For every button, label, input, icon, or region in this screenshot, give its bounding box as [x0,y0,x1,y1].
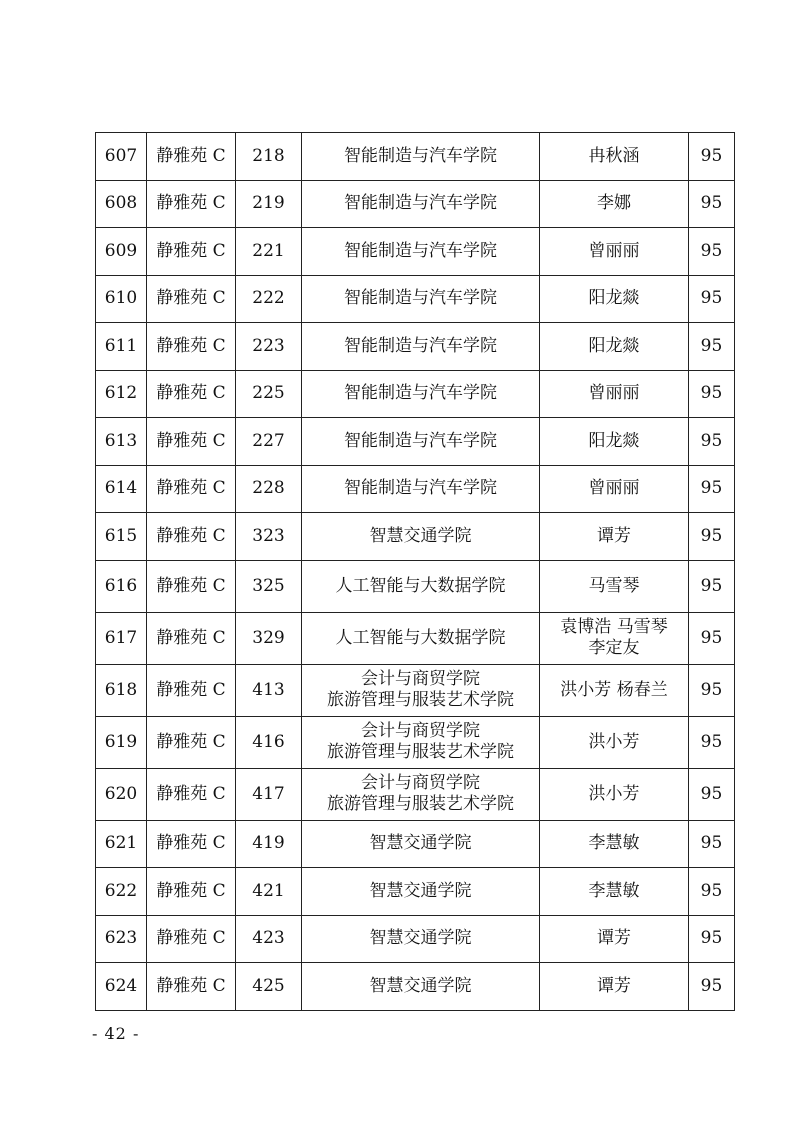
cell-college [302,513,540,561]
cell-college-line: 智能制造与汽车学院 [344,288,497,309]
cell-room: 221 [236,228,302,276]
cell-college [302,133,540,181]
cell-college-line: 旅游管理与服装艺术学院 [327,690,514,710]
cell-score: 95 [689,915,735,963]
table-row [96,963,735,1011]
cell-teacher [540,768,689,820]
cell-college-line: 会计与商贸学院 [361,721,480,741]
cell-teacher [540,323,689,371]
cell-room: 227 [236,418,302,466]
cell-college-line: 智慧交通学院 [369,975,472,996]
cell-room: 223 [236,323,302,371]
cell-college-line: 智慧交通学院 [369,928,472,949]
cell-number: 607 [96,133,147,181]
cell-college [302,465,540,513]
cell-teacher-line: 洪小芳 杨春兰 [560,679,668,700]
cell-room: 325 [236,560,302,612]
cell-college [302,820,540,868]
cell-score: 95 [689,465,735,513]
table-row [96,465,735,513]
cell-building: 静雅苑 C [147,963,236,1011]
table-row [96,180,735,228]
cell-number: 624 [96,963,147,1011]
cell-building: 静雅苑 C [147,465,236,513]
cell-number: 617 [96,612,147,664]
cell-college-line: 智慧交通学院 [369,833,472,854]
cell-college-line: 智能制造与汽车学院 [344,383,497,404]
cell-score: 95 [689,560,735,612]
cell-college-line: 智能制造与汽车学院 [344,193,497,214]
cell-building: 静雅苑 C [147,275,236,323]
cell-room: 419 [236,820,302,868]
cell-teacher [540,716,689,768]
table-row [96,228,735,276]
cell-teacher-line: 曾丽丽 [588,240,640,261]
cell-college-line: 智能制造与汽车学院 [344,145,497,166]
cell-score: 95 [689,370,735,418]
cell-teacher-line: 袁博浩 马雪琴 [560,617,668,637]
cell-teacher [540,180,689,228]
cell-teacher [540,133,689,181]
cell-college-line: 智慧交通学院 [369,880,472,901]
cell-building: 静雅苑 C [147,820,236,868]
cell-college-line: 智能制造与汽车学院 [344,335,497,356]
cell-teacher-line: 马雪琴 [588,575,640,596]
cell-building: 静雅苑 C [147,180,236,228]
cell-college-line: 旅游管理与服装艺术学院 [327,794,514,814]
cell-teacher-line: 阳龙燚 [588,288,640,309]
dormitory-score-table [95,132,735,1011]
cell-score: 95 [689,133,735,181]
cell-college-line: 会计与商贸学院 [361,669,480,689]
table-row [96,868,735,916]
cell-number: 610 [96,275,147,323]
cell-score: 95 [689,612,735,664]
cell-score: 95 [689,716,735,768]
cell-number: 620 [96,768,147,820]
table-row [96,820,735,868]
cell-building: 静雅苑 C [147,513,236,561]
cell-number: 616 [96,560,147,612]
cell-room: 413 [236,664,302,716]
table-row [96,323,735,371]
cell-teacher-line: 李娜 [597,193,631,214]
table-row [96,418,735,466]
cell-teacher-line: 冉秋涵 [588,145,640,166]
table-row [96,768,735,820]
cell-teacher-line: 李慧敏 [588,880,640,901]
cell-building: 静雅苑 C [147,768,236,820]
cell-college-line: 会计与商贸学院 [361,773,480,793]
cell-teacher [540,228,689,276]
cell-number: 623 [96,915,147,963]
cell-college [302,868,540,916]
cell-room: 222 [236,275,302,323]
table-row [96,560,735,612]
cell-building: 静雅苑 C [147,133,236,181]
cell-room: 425 [236,963,302,1011]
cell-college-line: 智能制造与汽车学院 [344,430,497,451]
cell-room: 228 [236,465,302,513]
cell-score: 95 [689,820,735,868]
cell-room: 225 [236,370,302,418]
cell-room: 323 [236,513,302,561]
table-row [96,133,735,181]
table-row [96,275,735,323]
cell-teacher [540,418,689,466]
cell-teacher-line: 谭芳 [597,928,631,949]
cell-college [302,418,540,466]
cell-college [302,228,540,276]
cell-number: 622 [96,868,147,916]
table-body [96,133,735,1011]
cell-teacher [540,820,689,868]
cell-teacher [540,612,689,664]
cell-score: 95 [689,963,735,1011]
cell-teacher-line: 阳龙燚 [588,430,640,451]
cell-room: 329 [236,612,302,664]
cell-college [302,915,540,963]
cell-score: 95 [689,513,735,561]
cell-score: 95 [689,180,735,228]
cell-number: 613 [96,418,147,466]
cell-building: 静雅苑 C [147,664,236,716]
cell-number: 608 [96,180,147,228]
cell-college [302,560,540,612]
table-row [96,915,735,963]
cell-college [302,323,540,371]
cell-teacher [540,915,689,963]
cell-college [302,716,540,768]
cell-college [302,768,540,820]
cell-teacher [540,560,689,612]
cell-score: 95 [689,323,735,371]
cell-college-line: 旅游管理与服装艺术学院 [327,742,514,762]
cell-building: 静雅苑 C [147,612,236,664]
cell-college [302,180,540,228]
cell-building: 静雅苑 C [147,716,236,768]
cell-teacher-line: 谭芳 [597,975,631,996]
cell-building: 静雅苑 C [147,370,236,418]
cell-building: 静雅苑 C [147,868,236,916]
cell-room: 219 [236,180,302,228]
cell-college-line: 人工智能与大数据学院 [335,627,506,648]
cell-college [302,370,540,418]
cell-teacher-line: 曾丽丽 [588,383,640,404]
cell-room: 218 [236,133,302,181]
cell-number: 611 [96,323,147,371]
cell-college-line: 智能制造与汽车学院 [344,240,497,261]
cell-college-line: 智慧交通学院 [369,525,472,546]
cell-number: 621 [96,820,147,868]
cell-college-line: 智能制造与汽车学院 [344,478,497,499]
cell-teacher-line: 李慧敏 [588,833,640,854]
cell-teacher-line: 谭芳 [597,525,631,546]
cell-teacher-line: 洪小芳 [588,783,640,804]
cell-score: 95 [689,664,735,716]
cell-teacher [540,513,689,561]
cell-room: 423 [236,915,302,963]
cell-teacher-line: 李定友 [588,638,640,658]
cell-teacher-line: 洪小芳 [588,731,640,752]
cell-teacher [540,370,689,418]
cell-number: 609 [96,228,147,276]
cell-college [302,664,540,716]
cell-building: 静雅苑 C [147,228,236,276]
cell-teacher [540,275,689,323]
cell-score: 95 [689,275,735,323]
cell-building: 静雅苑 C [147,915,236,963]
cell-room: 416 [236,716,302,768]
cell-number: 618 [96,664,147,716]
cell-teacher [540,664,689,716]
cell-teacher-line: 阳龙燚 [588,335,640,356]
table-row [96,370,735,418]
table-row [96,716,735,768]
cell-building: 静雅苑 C [147,418,236,466]
cell-teacher [540,465,689,513]
cell-teacher [540,963,689,1011]
cell-number: 615 [96,513,147,561]
table-row [96,612,735,664]
cell-college [302,963,540,1011]
cell-room: 421 [236,868,302,916]
cell-score: 95 [689,228,735,276]
cell-score: 95 [689,768,735,820]
cell-number: 614 [96,465,147,513]
table-row [96,664,735,716]
cell-teacher [540,868,689,916]
cell-room: 417 [236,768,302,820]
cell-college [302,275,540,323]
cell-teacher-line: 曾丽丽 [588,478,640,499]
cell-score: 95 [689,418,735,466]
cell-score: 95 [689,868,735,916]
table-row [96,513,735,561]
cell-college [302,612,540,664]
page-number: - 42 - [92,1024,140,1043]
cell-building: 静雅苑 C [147,323,236,371]
cell-building: 静雅苑 C [147,560,236,612]
cell-number: 619 [96,716,147,768]
cell-college-line: 人工智能与大数据学院 [335,575,506,596]
cell-number: 612 [96,370,147,418]
